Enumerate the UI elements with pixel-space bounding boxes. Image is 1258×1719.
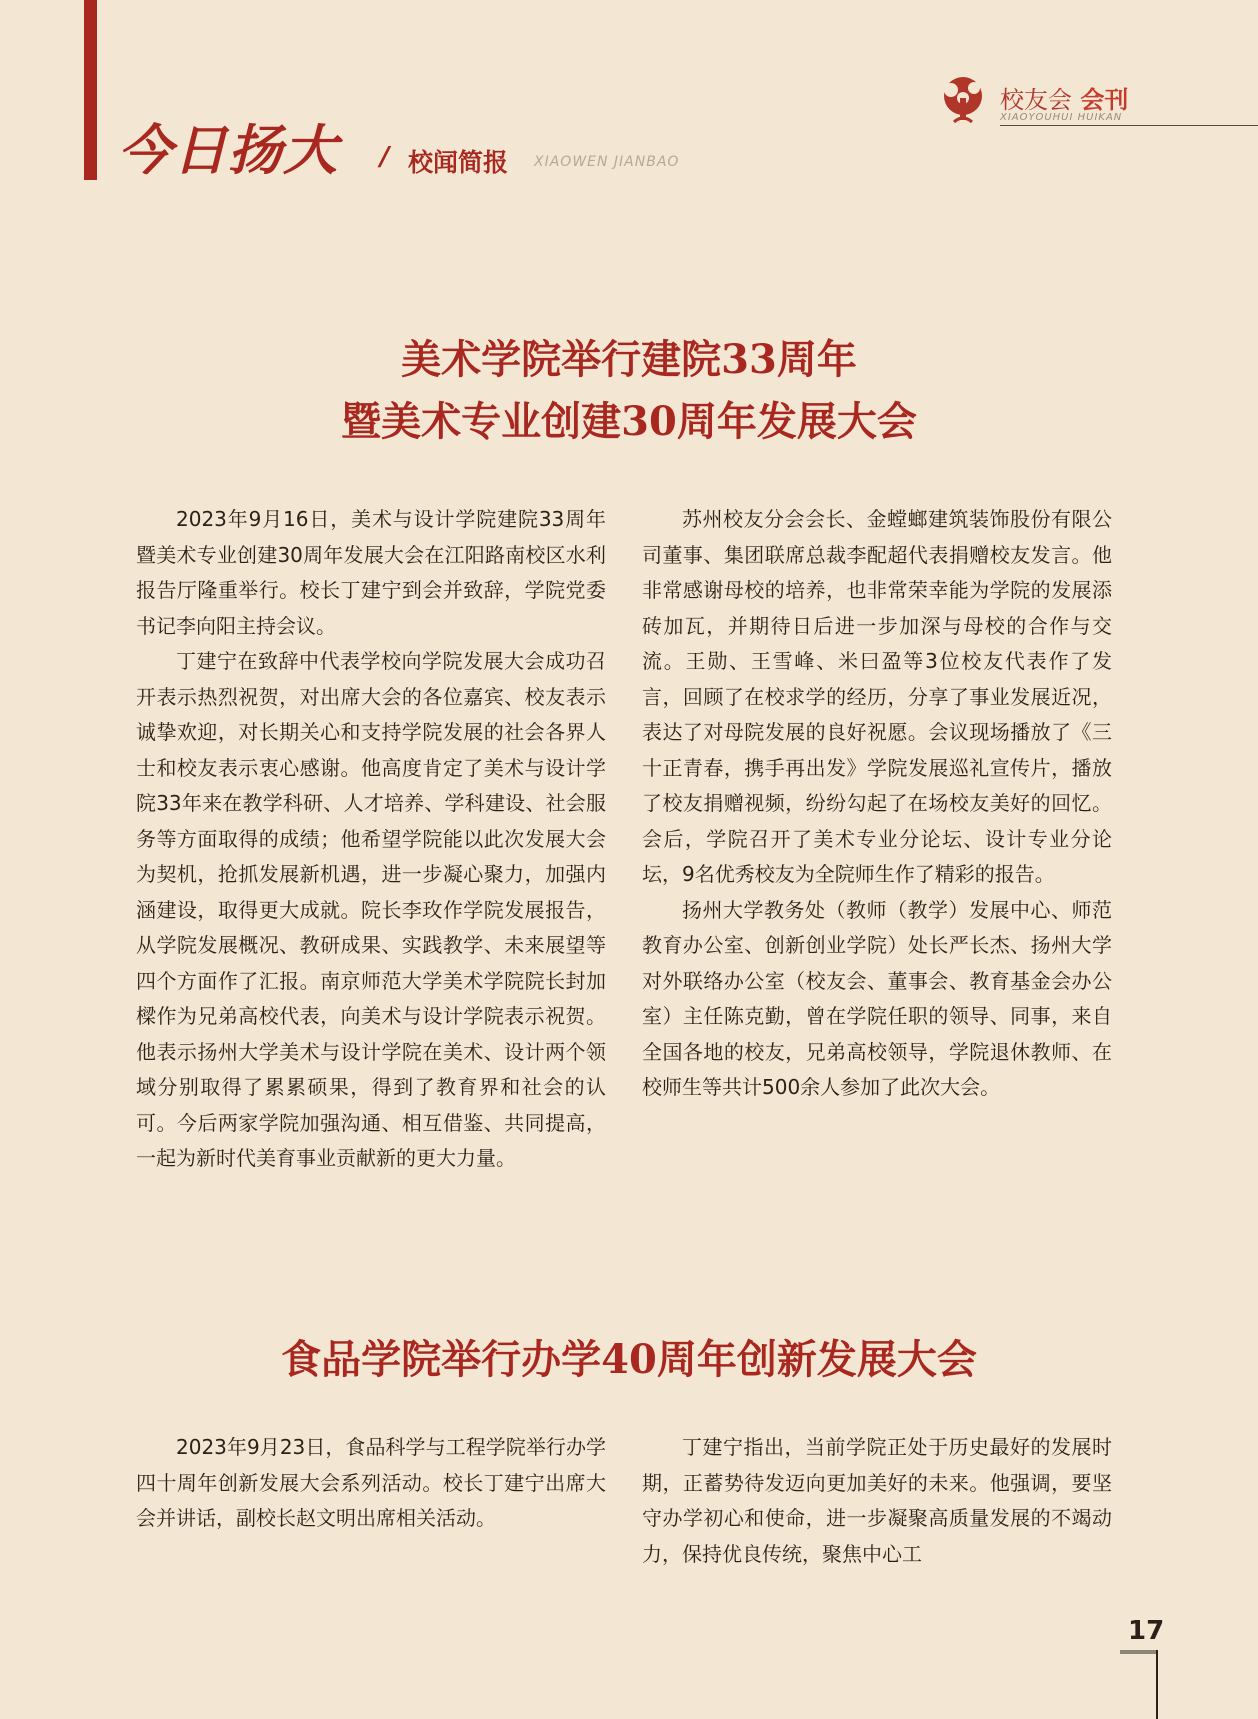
magazine-name — [1000, 80, 1128, 115]
article2-title: 食品学院举行办学40周年创新发展大会 — [281, 1336, 977, 1383]
paragraph: 丁建宁在致辞中代表学校向学院发展大会成功召开表示热烈祝贺，对出席大会的各位嘉宾、校友表示诚挚欢迎，对长期关心和支持学院发展的社会各界人士和校友表示衷心感谢。他高度肯定了美术与设计学院33年来在教学科研、人才培养、学科建设、社会服务等方面取得的成绩；他希望学院能以此次发展大会为契机，抢抓发展新机遇，进一步凝心聚力，加强内涵建设，取得更大成就。院长李玫作学院发展报告，从学院发展概况、教研成果、实践教学、未来展望等四个方面作了汇报。南京师范大学美术学院院长封加樑作为兄弟高校代表，向美术与设计学院表示祝贺。他表示扬州大学美术与设计学院在美术、设计两个领域分别取得了累累硕果，得到了教育界和社会的认可。今后两家学院加强沟通、相互借鉴、共同提高，一起为新时代美育事业贡献新的更大力量。 — [136, 649, 606, 1170]
brand-name-part-b: 会刊 — [1080, 86, 1129, 114]
paragraph: 2023年9月16日，美术与设计学院建院33周年暨美术专业创建30周年发展大会在江阳路南校区水利报告厅隆重举行。校长丁建宁到会并致辞，学院党委书记李向阳主持会议。 — [136, 507, 606, 638]
section-pinyin: XIAOWEN JIANBAO — [534, 154, 680, 170]
page-number-rule — [1120, 1650, 1158, 1654]
paragraph: 扬州大学教务处（教师（教学）发展中心、师范教育办公室、创新创业学院）处长严长杰、扬州大学对外联络办公室（校友会、董事会、教育基金会办公室）主任陈克勤，曾在学院任职的领导、同事，来自全国各地的校友，兄弟高校领导，学院退休教师、在校师生等共计500余人参加了此次大会。 — [642, 897, 1112, 1099]
page-number: 17 — [1128, 1616, 1165, 1646]
section-title: 今日扬大 — [118, 119, 338, 182]
section-slash: / — [380, 142, 390, 172]
paragraph: 苏州校友分会会长、金螳螂建筑装饰股份有限公司董事、集团联席总裁李配超代表捐赠校友发言。他非常感谢母校的培养，也非常荣幸能为学院的发展添砖加瓦，并期待日后进一步加深与母校的合作与交流。王勋、王雪峰、米曰盈等3位校友代表作了发言，回顾了在校求学的经历，分享了事业发展近况，表达了对母院发展的良好祝愿。会议现场播放了《三十正青春，携手再出发》学院发展巡礼宣传片，播放了校友捐赠视频，纷纷勾起了在场校友美好的回忆。会后，学院召开了美术专业分论坛、设计专业分论坛，9名优秀校友为全院师生作了精彩的报告。 — [642, 507, 1112, 886]
tree-logo-icon — [936, 74, 990, 128]
article1-left-column — [136, 502, 606, 1177]
article1-title-line2: 暨美术专业创建30周年发展大会 — [341, 398, 917, 445]
section-accent-bar — [84, 0, 97, 180]
brand-name-part-a: 校友会 — [1000, 86, 1072, 114]
article1-right-column — [642, 502, 1112, 1106]
brand-divider — [1000, 125, 1258, 126]
article1-title-line1: 美术学院举行建院33周年 — [401, 336, 857, 383]
paragraph: 丁建宁指出，当前学院正处于历史最好的发展时期，正蓄势待发迈向更加美好的未来。他强调，要坚守办学初心和使命，进一步凝聚高质量发展的不竭动力，保持优良传统，聚焦中心工 — [642, 1435, 1112, 1566]
magazine-brand — [936, 74, 1258, 126]
article2-right-column — [642, 1430, 1112, 1572]
paragraph: 2023年9月23日，食品科学与工程学院举行办学四十周年创新发展大会系列活动。校长丁建宁出席大会并讲话，副校长赵文明出席相关活动。 — [136, 1435, 606, 1530]
magazine-pinyin: XIAOYOUHUI HUIKAN — [1000, 112, 1123, 123]
section-subtitle: 校闻简报 — [408, 148, 509, 177]
article2-left-column — [136, 1430, 606, 1537]
page-edge-rule — [1156, 1650, 1158, 1719]
